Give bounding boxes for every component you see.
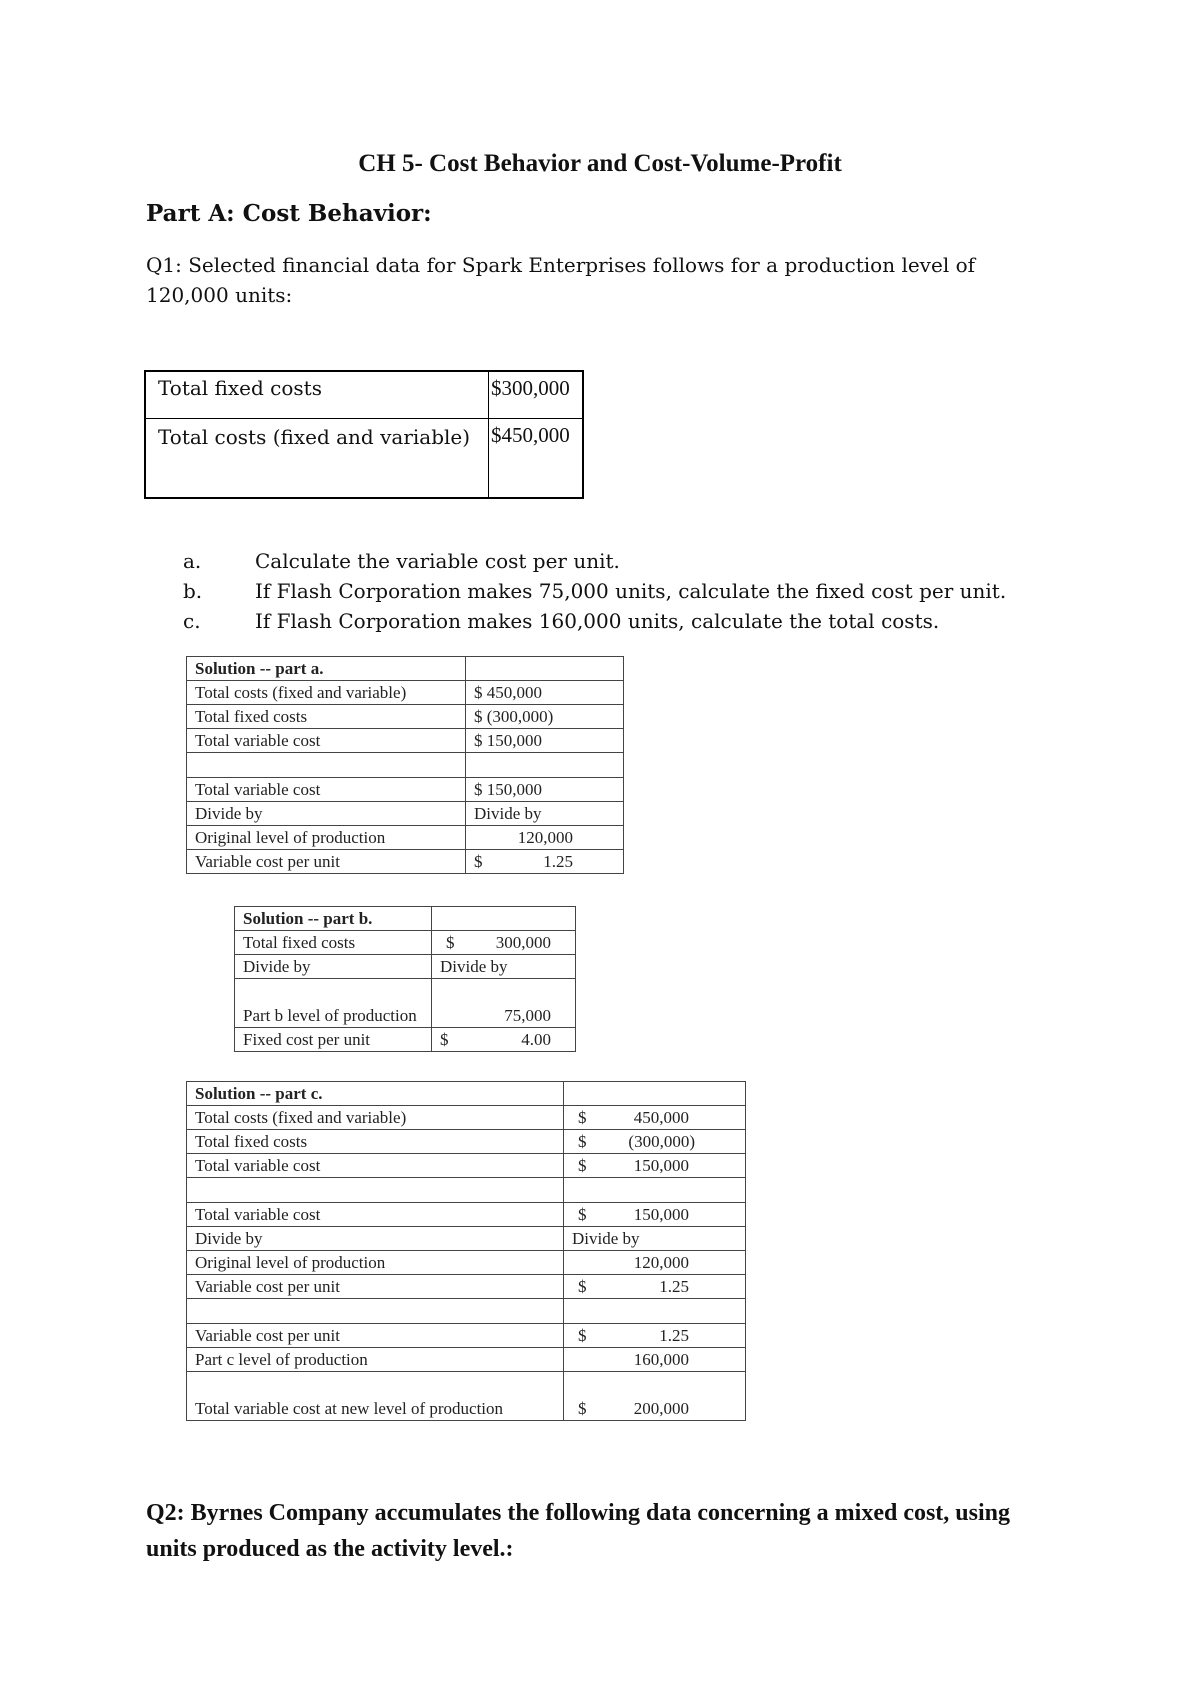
table-row <box>187 850 624 874</box>
given-value: $300,000 <box>489 371 584 419</box>
row-label: Original level of production <box>187 1251 564 1275</box>
table-row <box>187 1178 746 1203</box>
row-value: 1.25 <box>659 1277 689 1296</box>
row-label: Part c level of production <box>187 1348 564 1372</box>
row-value: 1.25 <box>659 1326 689 1345</box>
row-label: Total fixed costs <box>187 1130 564 1154</box>
row-label: Variable cost per unit <box>187 1275 564 1299</box>
row-value: 450,000 <box>633 1108 689 1127</box>
table-row <box>235 907 576 931</box>
table-row <box>187 753 624 778</box>
part-a-heading: Part A: Cost Behavior: <box>146 200 432 227</box>
solution-a-table <box>186 656 624 874</box>
table-row <box>187 826 624 850</box>
row-label: Divide by <box>187 802 466 826</box>
task-list <box>183 546 1006 636</box>
row-label: Fixed cost per unit <box>235 1028 432 1052</box>
currency-symbol: $ <box>440 1030 449 1049</box>
row-label: Variable cost per unit <box>187 1324 564 1348</box>
table-cell <box>564 1106 746 1130</box>
table-cell <box>564 1178 746 1203</box>
given-value: $450,000 <box>489 419 584 499</box>
table-cell <box>564 1130 746 1154</box>
row-label: Variable cost per unit <box>187 850 466 874</box>
table-row <box>187 1106 746 1130</box>
table-row <box>187 1372 746 1421</box>
list-item <box>183 576 1006 606</box>
task-letter: b. <box>183 579 203 603</box>
task-letter: c. <box>183 609 201 633</box>
row-value: $ 150,000 <box>466 778 624 802</box>
table-cell <box>432 907 576 931</box>
task-letter: a. <box>183 549 202 573</box>
table-row <box>145 419 583 499</box>
row-label: Total variable cost at new level of production <box>187 1372 564 1421</box>
row-value: 4.00 <box>521 1030 551 1049</box>
table-row <box>187 705 624 729</box>
question-1-text: Q1: Selected financial data for Spark Enterprises follows for a production level of 120,000 units: <box>146 253 976 307</box>
row-value: 75,000 <box>432 979 576 1028</box>
table-row <box>145 371 583 419</box>
list-item <box>183 606 1006 636</box>
list-item <box>183 546 1006 576</box>
row-label: Total costs (fixed and variable) <box>187 681 466 705</box>
table-row <box>187 657 624 681</box>
table-row <box>187 1082 746 1106</box>
table-row <box>187 778 624 802</box>
table-row <box>187 1227 746 1251</box>
table-cell <box>432 1028 576 1052</box>
row-value: $ 150,000 <box>466 729 624 753</box>
currency-symbol: $ <box>474 852 483 871</box>
table-cell <box>564 1299 746 1324</box>
row-label: Total fixed costs <box>187 705 466 729</box>
table-row <box>187 1275 746 1299</box>
task-text: If Flash Corporation makes 75,000 units, calculate the fixed cost per unit. <box>255 579 1007 603</box>
row-label: Divide by <box>235 955 432 979</box>
table-cell <box>466 850 624 874</box>
table-cell <box>564 1372 746 1421</box>
table-row <box>187 1299 746 1324</box>
currency-symbol: $ <box>578 1132 587 1151</box>
given-data-table <box>144 370 584 499</box>
row-label: Original level of production <box>187 826 466 850</box>
currency-symbol: $ <box>578 1326 587 1345</box>
currency-symbol: $ <box>578 1277 587 1296</box>
table-cell <box>187 1178 564 1203</box>
table-cell <box>564 1203 746 1227</box>
solution-heading: Solution -- part a. <box>187 657 466 681</box>
currency-symbol: $ <box>578 1108 587 1127</box>
row-value: $ 450,000 <box>466 681 624 705</box>
row-label: Total variable cost <box>187 1203 564 1227</box>
row-label: Total variable cost <box>187 778 466 802</box>
row-value: 200,000 <box>633 1399 689 1418</box>
table-cell <box>564 1082 746 1106</box>
table-row <box>235 955 576 979</box>
currency-symbol: $ <box>578 1156 587 1175</box>
currency-symbol: $ <box>446 933 455 952</box>
row-value: 300,000 <box>495 933 551 952</box>
row-value: 150,000 <box>633 1205 689 1224</box>
currency-symbol: $ <box>578 1399 587 1418</box>
row-label: Total variable cost <box>187 1154 564 1178</box>
solution-heading: Solution -- part b. <box>235 907 432 931</box>
given-label: Total fixed costs <box>145 371 489 419</box>
table-cell <box>564 1324 746 1348</box>
question-2-text: Q2: Byrnes Company accumulates the following data concerning a mixed cost, using units produced as the activity level.: <box>146 1500 1010 1562</box>
table-row <box>187 1324 746 1348</box>
table-row <box>187 1130 746 1154</box>
row-value: 160,000 <box>564 1348 746 1372</box>
row-label: Part b level of production <box>235 979 432 1028</box>
table-row <box>235 931 576 955</box>
table-row <box>187 681 624 705</box>
table-row <box>235 979 576 1028</box>
table-cell <box>564 1154 746 1178</box>
row-label: Divide by <box>187 1227 564 1251</box>
table-row <box>187 1348 746 1372</box>
table-row <box>235 1028 576 1052</box>
row-value: $ (300,000) <box>466 705 624 729</box>
table-row <box>187 1251 746 1275</box>
table-row <box>187 1203 746 1227</box>
table-cell <box>466 657 624 681</box>
row-value: Divide by <box>432 955 576 979</box>
table-row <box>187 729 624 753</box>
row-label: Total fixed costs <box>235 931 432 955</box>
solution-heading: Solution -- part c. <box>187 1082 564 1106</box>
table-row <box>187 802 624 826</box>
row-value: 150,000 <box>633 1156 689 1175</box>
row-value: 120,000 <box>466 826 624 850</box>
row-value: 120,000 <box>564 1251 746 1275</box>
row-value: 1.25 <box>543 852 573 871</box>
task-text: If Flash Corporation makes 160,000 units, calculate the total costs. <box>255 609 940 633</box>
row-value: Divide by <box>466 802 624 826</box>
solution-b-table <box>234 906 576 1052</box>
table-row <box>187 1154 746 1178</box>
table-cell <box>432 931 576 955</box>
task-text: Calculate the variable cost per unit. <box>255 549 620 573</box>
row-label: Total variable cost <box>187 729 466 753</box>
solution-c-table <box>186 1081 746 1421</box>
table-cell <box>466 753 624 778</box>
currency-symbol: $ <box>578 1205 587 1224</box>
given-label: Total costs (fixed and variable) <box>145 419 489 499</box>
table-cell <box>564 1275 746 1299</box>
row-value: Divide by <box>564 1227 746 1251</box>
table-cell <box>187 1299 564 1324</box>
table-cell <box>187 753 466 778</box>
row-value: (300,000) <box>628 1132 695 1151</box>
page-title: CH 5- Cost Behavior and Cost-Volume-Profit <box>358 150 842 177</box>
row-label: Total costs (fixed and variable) <box>187 1106 564 1130</box>
